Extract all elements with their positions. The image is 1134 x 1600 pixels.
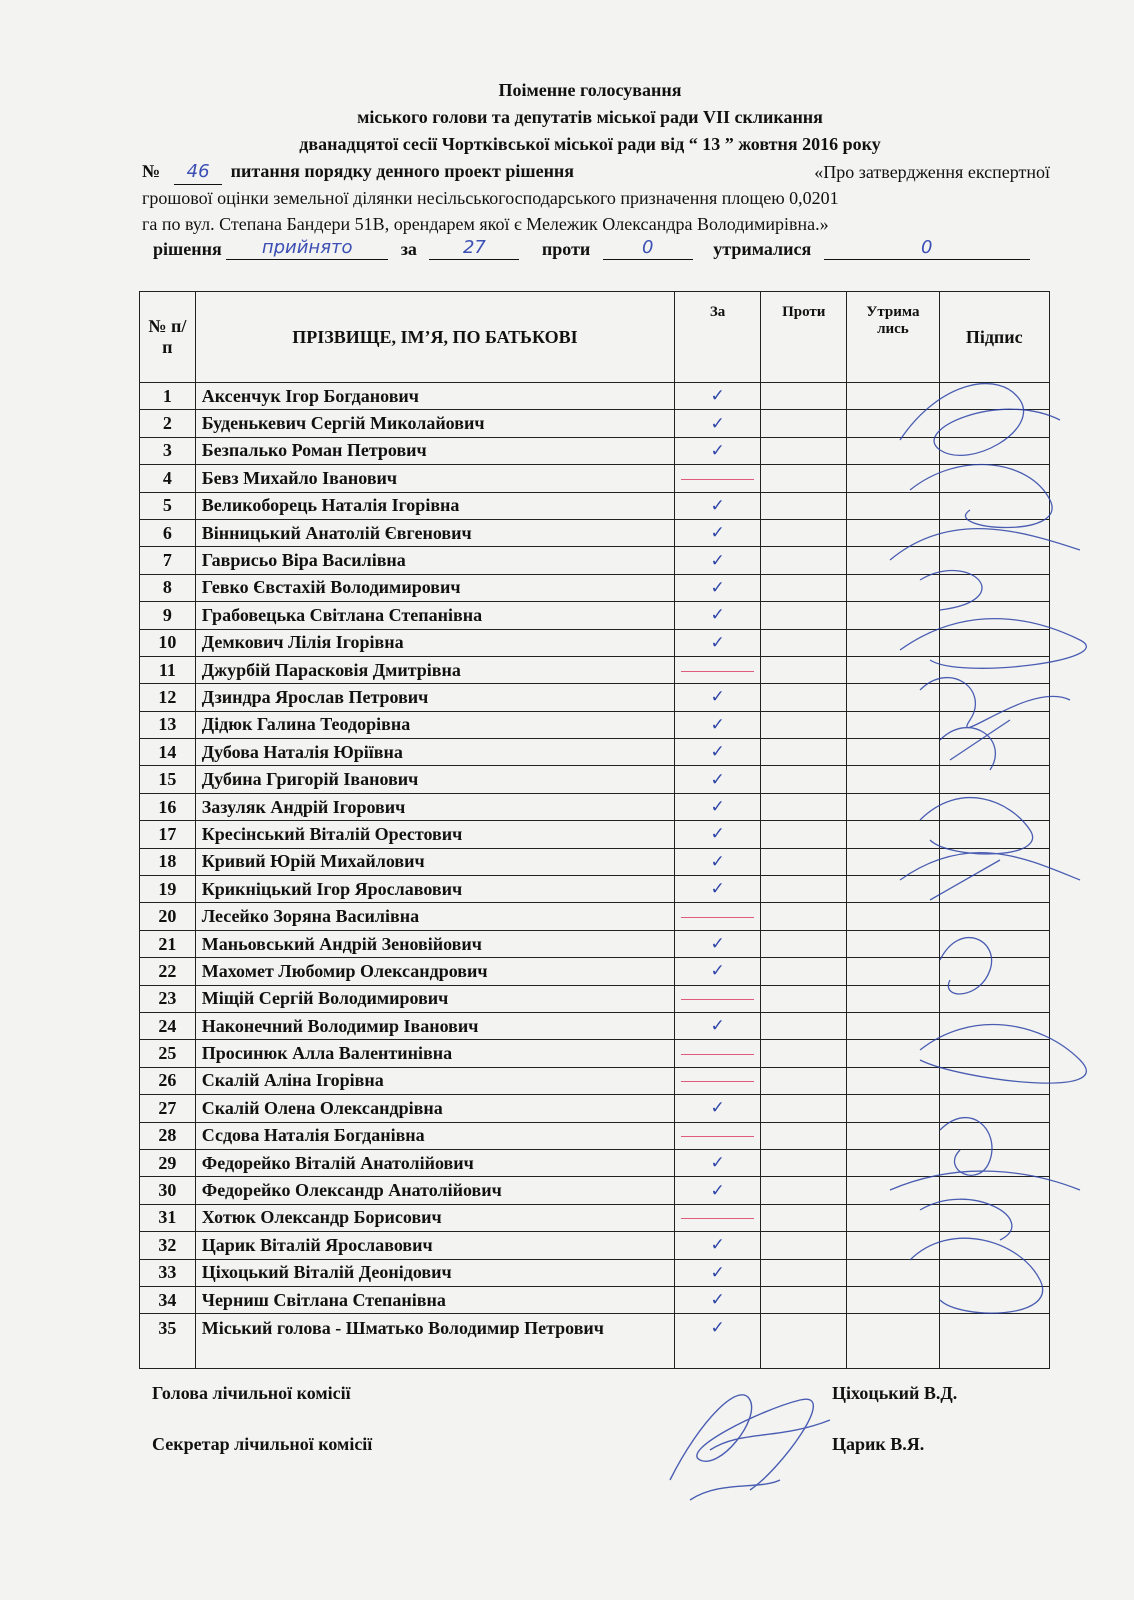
question-text-c: га по вул. Степана Бандери 51В, орендарем якої є Мележик Олександра Володимирівна.» [142,214,829,234]
decision-line [153,237,1053,260]
row-name: Скалій Олена Олександрівна [195,1095,674,1122]
absent-dash [681,1054,754,1055]
row-vote-for: ✓ [675,1286,761,1313]
row-vote-for: ✓ [675,1095,761,1122]
row-vote-for: ✓ [675,1314,761,1369]
row-vote-against [761,1232,847,1259]
row-number: 28 [140,1122,196,1149]
row-vote-abstain [847,1095,939,1122]
chair-name: Ціхоцький В.Д. [832,1383,958,1403]
row-vote-for: ✓ [675,684,761,711]
row-vote-abstain [847,1122,939,1149]
row-vote-for: ✓ [675,547,761,574]
row-name: Гаврисьо Віра Василівна [195,547,674,574]
table-row [140,793,1050,820]
row-signature [939,821,1050,848]
row-signature [939,848,1050,875]
row-name: Просинюк Алла Валентинівна [195,1040,674,1067]
table-row [140,1232,1050,1259]
row-number: 5 [140,492,196,519]
row-vote-abstain [847,684,939,711]
decision-value: прийнято [226,237,388,260]
row-signature [939,985,1050,1012]
row-number: 33 [140,1259,196,1286]
row-vote-for: ✓ [675,410,761,437]
row-signature [939,1177,1050,1204]
row-vote-for: ✓ [675,821,761,848]
row-vote-for: ✓ [675,711,761,738]
row-vote-against [761,1177,847,1204]
row-signature [939,1040,1050,1067]
row-vote-against [761,629,847,656]
row-name: Зазуляк Андрій Ігорович [195,793,674,820]
row-signature [939,1232,1050,1259]
row-name: Федорейко Віталій Анатолійович [195,1149,674,1176]
row-vote-against [761,1204,847,1231]
question-number-value: 46 [174,160,222,185]
row-vote-for [675,656,761,683]
row-name: Дідюк Галина Теодорівна [195,711,674,738]
row-vote-for [675,1204,761,1231]
row-vote-for: ✓ [675,958,761,985]
row-vote-against [761,1149,847,1176]
row-name: Дубина Григорій Іванович [195,766,674,793]
table-row [140,711,1050,738]
row-vote-abstain [847,437,939,464]
row-signature [939,930,1050,957]
table-row [140,574,1050,601]
session-line: дванадцятої сесії Чортківської міської ради від “ 13 ” жовтня 2016 року [299,134,881,154]
row-vote-abstain [847,410,939,437]
row-number: 20 [140,903,196,930]
row-vote-for: ✓ [675,1177,761,1204]
row-number: 25 [140,1040,196,1067]
voting-table [139,291,1050,1369]
row-vote-abstain [847,821,939,848]
absent-dash [681,1081,754,1082]
row-vote-against [761,711,847,738]
row-signature [939,574,1050,601]
row-number: 13 [140,711,196,738]
row-vote-against [761,383,847,410]
table-row [140,1286,1050,1313]
row-vote-against [761,465,847,492]
row-vote-for [675,1067,761,1094]
row-vote-abstain [847,1149,939,1176]
abstain-label: утрималися [713,239,812,259]
chair-label: Голова лічильної комісії [152,1383,351,1403]
row-vote-abstain [847,985,939,1012]
row-number: 2 [140,410,196,437]
row-name: Безпалько Роман Петрович [195,437,674,464]
row-signature [939,656,1050,683]
row-vote-against [761,684,847,711]
row-vote-against [761,602,847,629]
row-name: Федорейко Олександр Анатолійович [195,1177,674,1204]
secretary-name: Царик В.Я. [832,1434,925,1454]
row-signature [939,958,1050,985]
row-number: 11 [140,656,196,683]
row-name: Черниш Світлана Степанівна [195,1286,674,1313]
against-label: проти [541,239,591,259]
row-vote-abstain [847,848,939,875]
row-signature [939,766,1050,793]
row-number: 12 [140,684,196,711]
row-vote-for [675,1122,761,1149]
row-signature [939,793,1050,820]
header-name: ПРІЗВИЩЕ, ІМ’Я, ПО БАТЬКОВІ [195,292,674,383]
row-signature [939,903,1050,930]
row-number: 10 [140,629,196,656]
row-number: 9 [140,602,196,629]
row-vote-against [761,574,847,601]
row-name: Міщій Сергій Володимирович [195,985,674,1012]
row-number: 34 [140,1286,196,1313]
row-signature [939,629,1050,656]
document-subtitle: міського голови та депутатів міської ради VII скликання [357,107,823,127]
against-value: 0 [603,237,693,260]
absent-dash [681,479,754,480]
row-signature [939,684,1050,711]
row-vote-abstain [847,1232,939,1259]
row-name: Ссдова Наталія Богданівна [195,1122,674,1149]
table-row [140,876,1050,903]
row-name: Крикніцький Ігор Ярославович [195,876,674,903]
document-title: Поіменне голосування [498,80,682,100]
row-vote-against [761,1122,847,1149]
absent-dash [681,1218,754,1219]
row-vote-against [761,985,847,1012]
row-vote-abstain [847,1012,939,1039]
table-row [140,903,1050,930]
row-vote-against [761,1286,847,1313]
row-vote-against [761,766,847,793]
row-signature [939,465,1050,492]
absent-dash [681,1136,754,1137]
row-signature [939,1286,1050,1313]
row-vote-abstain [847,958,939,985]
row-vote-abstain [847,1177,939,1204]
row-signature [939,1095,1050,1122]
row-vote-for: ✓ [675,848,761,875]
row-name: Маньовський Андрій Зеновійович [195,930,674,957]
row-name: Гевко Євстахій Володимирович [195,574,674,601]
row-name: Вінницький Анатолій Євгенович [195,519,674,546]
row-vote-for: ✓ [675,574,761,601]
table-row [140,547,1050,574]
row-vote-against [761,903,847,930]
row-vote-for: ✓ [675,766,761,793]
row-name: Ціхоцький Віталій Деонідович [195,1259,674,1286]
row-name: Великоборець Наталія Ігорівна [195,492,674,519]
row-name: Буденькевич Сергій Миколайович [195,410,674,437]
row-vote-abstain [847,1314,939,1369]
header-against: Проти [761,292,847,383]
row-signature [939,492,1050,519]
row-number: 32 [140,1232,196,1259]
question-number-label: № [142,161,161,181]
row-number: 3 [140,437,196,464]
row-vote-for: ✓ [675,1259,761,1286]
table-row [140,1012,1050,1039]
row-vote-abstain [847,876,939,903]
row-vote-against [761,1040,847,1067]
header-abstain: Утрима лись [847,292,939,383]
question-lead: питання порядку денного проект рішення [230,161,575,181]
row-signature [939,519,1050,546]
table-row [140,1259,1050,1286]
row-name: Дубова Наталія Юріївна [195,739,674,766]
row-vote-against [761,821,847,848]
row-signature [939,1149,1050,1176]
row-signature [939,547,1050,574]
row-vote-against [761,519,847,546]
row-signature [939,1067,1050,1094]
row-number: 31 [140,1204,196,1231]
row-vote-for: ✓ [675,492,761,519]
row-vote-against [761,410,847,437]
row-name: Лесейко Зоряна Василівна [195,903,674,930]
row-vote-against [761,1067,847,1094]
row-vote-abstain [847,1067,939,1094]
row-name: Царик Віталій Ярославович [195,1232,674,1259]
decision-label: рішення [153,239,222,259]
table-row [140,383,1050,410]
row-number: 19 [140,876,196,903]
header-num: № п/п [140,292,196,383]
row-vote-abstain [847,1040,939,1067]
table-row [140,656,1050,683]
row-vote-against [761,492,847,519]
row-vote-abstain [847,383,939,410]
row-vote-for: ✓ [675,1149,761,1176]
row-vote-against [761,958,847,985]
absent-dash [681,671,754,672]
row-vote-abstain [847,574,939,601]
row-signature [939,1314,1050,1369]
row-name: Кривий Юрій Михайлович [195,848,674,875]
row-vote-abstain [847,793,939,820]
row-vote-for: ✓ [675,602,761,629]
row-signature [939,1204,1050,1231]
row-vote-for: ✓ [675,437,761,464]
row-vote-against [761,739,847,766]
row-vote-against [761,930,847,957]
row-vote-abstain [847,711,939,738]
row-name: Кресінський Віталій Орестович [195,821,674,848]
row-vote-abstain [847,629,939,656]
row-signature [939,876,1050,903]
row-number: 1 [140,383,196,410]
row-vote-for: ✓ [675,876,761,903]
row-number: 22 [140,958,196,985]
row-number: 27 [140,1095,196,1122]
row-vote-against [761,793,847,820]
table-row [140,629,1050,656]
header-signature: Підпис [939,292,1050,383]
row-signature [939,1012,1050,1039]
row-vote-abstain [847,1204,939,1231]
table-row [140,465,1050,492]
row-number: 7 [140,547,196,574]
row-name: Міський голова - Шматько Володимир Петрович [195,1314,674,1369]
row-number: 21 [140,930,196,957]
table-row [140,684,1050,711]
row-number: 18 [140,848,196,875]
table-row [140,958,1050,985]
row-vote-abstain [847,656,939,683]
row-number: 4 [140,465,196,492]
row-vote-abstain [847,930,939,957]
table-row [140,739,1050,766]
row-vote-abstain [847,547,939,574]
row-signature [939,1122,1050,1149]
row-name: Аксенчук Ігор Богданович [195,383,674,410]
row-signature [939,437,1050,464]
row-name: Скалій Аліна Ігорівна [195,1067,674,1094]
row-vote-for: ✓ [675,629,761,656]
table-row [140,1095,1050,1122]
row-vote-for [675,1040,761,1067]
table-row [140,1177,1050,1204]
row-number: 17 [140,821,196,848]
row-signature [939,711,1050,738]
row-number: 14 [140,739,196,766]
table-row [140,519,1050,546]
row-number: 35 [140,1314,196,1369]
table-row [140,930,1050,957]
row-name: Бевз Михайло Іванович [195,465,674,492]
row-vote-for: ✓ [675,383,761,410]
row-vote-against [761,656,847,683]
row-vote-abstain [847,903,939,930]
row-number: 6 [140,519,196,546]
row-signature [939,602,1050,629]
row-signature [939,383,1050,410]
row-vote-abstain [847,1259,939,1286]
absent-dash [681,917,754,918]
row-vote-against [761,1012,847,1039]
table-row [140,602,1050,629]
for-label: за [400,239,417,259]
row-vote-against [761,876,847,903]
row-vote-against [761,1259,847,1286]
row-name: Грабовецька Світлана Степанівна [195,602,674,629]
row-name: Демкович Лілія Ігорівна [195,629,674,656]
row-vote-for: ✓ [675,1012,761,1039]
row-vote-abstain [847,492,939,519]
row-name: Махомет Любомир Олександрович [195,958,674,985]
table-row [140,410,1050,437]
table-row [140,848,1050,875]
table-row [140,437,1050,464]
secretary-label: Секретар лічильної комісії [152,1434,373,1454]
row-number: 15 [140,766,196,793]
row-number: 24 [140,1012,196,1039]
row-vote-against [761,1095,847,1122]
row-vote-abstain [847,465,939,492]
question-text-a: «Про затвердження експертної [814,162,1050,182]
table-row [140,1122,1050,1149]
table-header-row [140,292,1050,383]
row-vote-for: ✓ [675,793,761,820]
row-vote-against [761,547,847,574]
header-for: За [675,292,761,383]
row-signature [939,1259,1050,1286]
row-vote-for [675,985,761,1012]
row-signature [939,739,1050,766]
table-row [140,1314,1050,1369]
row-vote-for: ✓ [675,739,761,766]
commission-signature [630,1360,860,1510]
row-number: 16 [140,793,196,820]
row-name: Хотюк Олександр Борисович [195,1204,674,1231]
absent-dash [681,999,754,1000]
row-number: 29 [140,1149,196,1176]
table-row [140,1067,1050,1094]
row-vote-against [761,437,847,464]
row-number: 26 [140,1067,196,1094]
for-value: 27 [429,237,519,260]
row-vote-for: ✓ [675,930,761,957]
row-vote-abstain [847,739,939,766]
row-name: Дзиндра Ярослав Петрович [195,684,674,711]
row-vote-for [675,903,761,930]
row-name: Наконечний Володимир Іванович [195,1012,674,1039]
row-vote-against [761,848,847,875]
row-number: 23 [140,985,196,1012]
table-row [140,1204,1050,1231]
table-row [140,492,1050,519]
question-text-b: грошової оцінки земельної ділянки несільськогосподарського призначення площею 0,0201 [142,188,839,208]
row-vote-abstain [847,519,939,546]
row-vote-abstain [847,1286,939,1313]
row-vote-for: ✓ [675,519,761,546]
row-number: 30 [140,1177,196,1204]
row-vote-abstain [847,766,939,793]
row-signature [939,410,1050,437]
row-vote-for [675,465,761,492]
row-number: 8 [140,574,196,601]
table-row [140,1149,1050,1176]
table-row [140,821,1050,848]
table-row [140,766,1050,793]
table-row [140,985,1050,1012]
row-vote-abstain [847,602,939,629]
abstain-value: 0 [824,237,1030,260]
table-row [140,1040,1050,1067]
row-vote-for: ✓ [675,1232,761,1259]
row-name: Джурбій Парасковія Дмитрівна [195,656,674,683]
